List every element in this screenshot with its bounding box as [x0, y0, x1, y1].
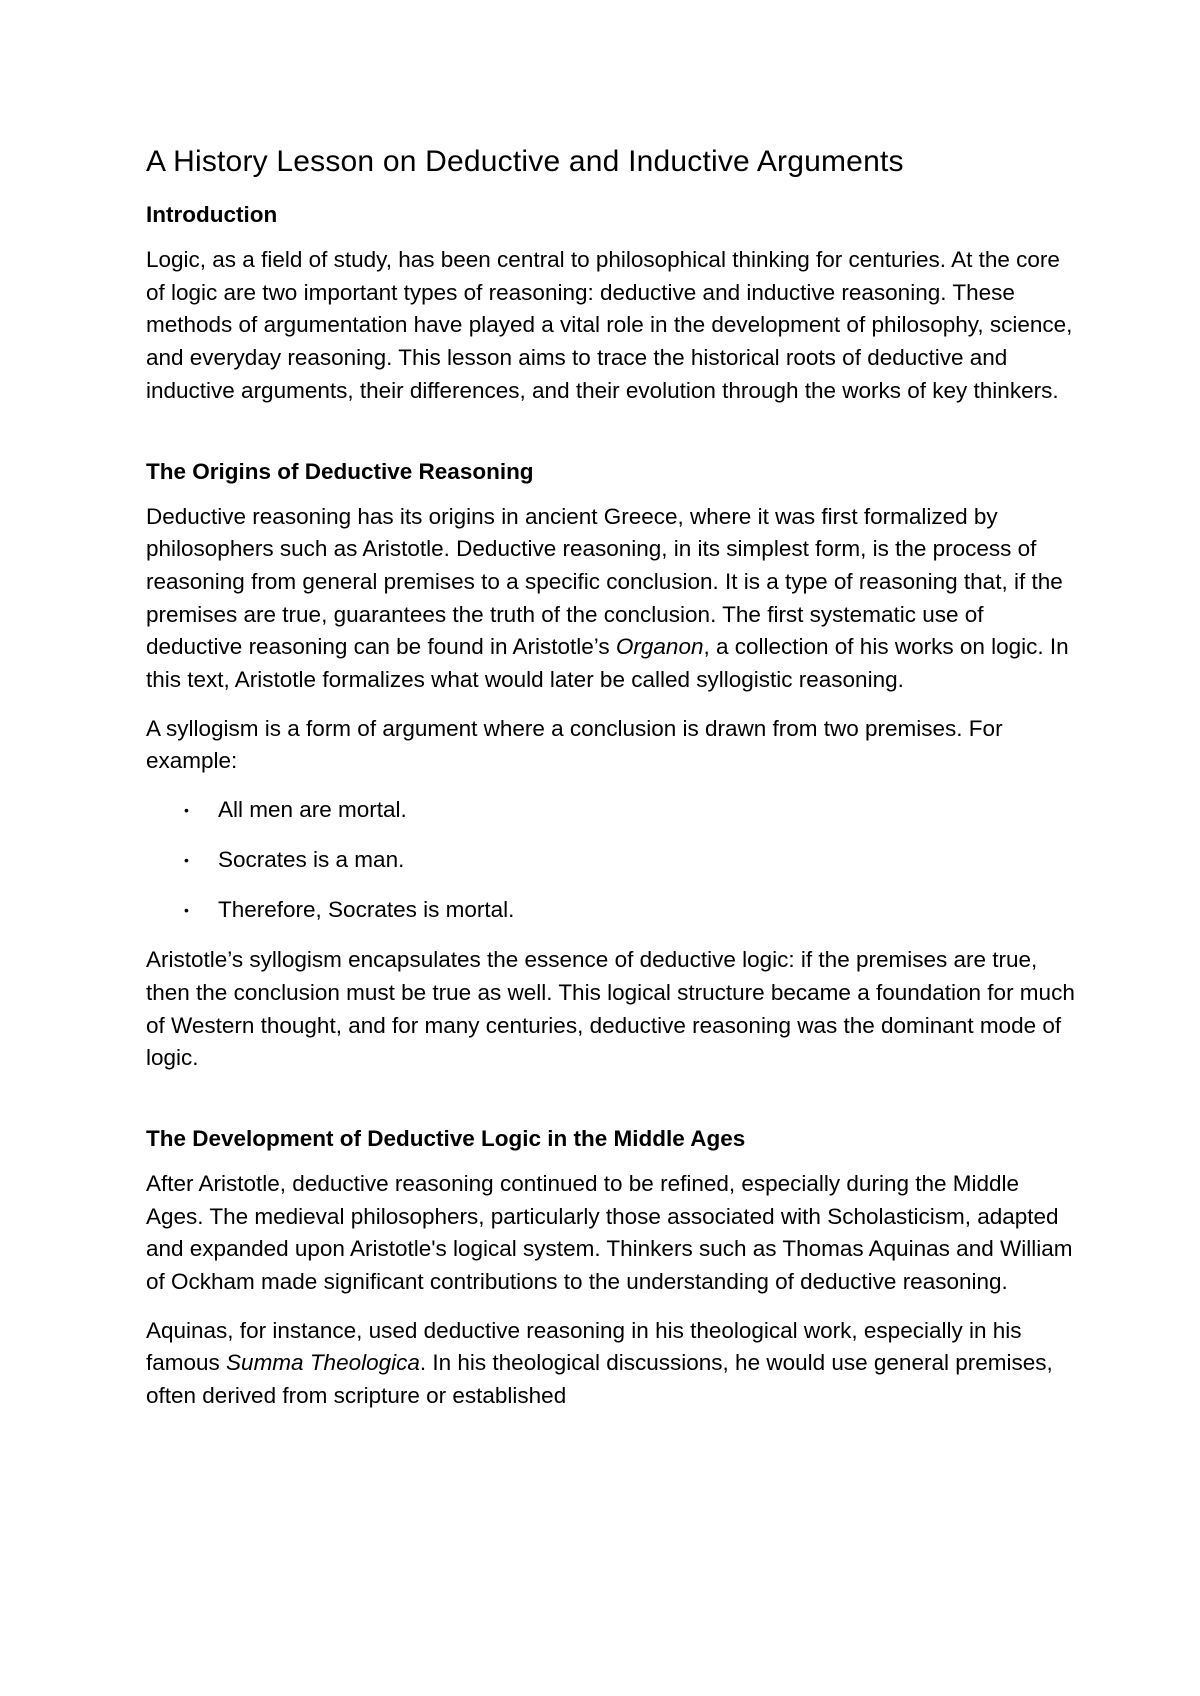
organon-title: Organon: [615, 634, 704, 660]
origins-paragraph-1: [146, 501, 1076, 697]
list-item: [146, 794, 1076, 826]
bullet-icon: •: [184, 852, 189, 869]
origins-p1-text-b: , a collection of his works on logic. In this text, Aristotle formalizes what would later be called syllogistic reasoning.: [146, 634, 1069, 693]
syllogism-list: [146, 794, 1076, 926]
bullet-icon: •: [184, 902, 189, 919]
document-title: A History Lesson on Deductive and Inductive Arguments: [146, 145, 904, 178]
origins-paragraph-2: A syllogism is a form of argument where a conclusion is drawn from two premises. For example:: [146, 715, 1003, 774]
section-heading-origins: The Origins of Deductive Reasoning: [146, 458, 534, 484]
origins-paragraph-3: Aristotle’s syllogism encapsulates the essence of deductive logic: if the premises are true, then the conclusion must be true as well. This logical structure became a foundation for much of Western thought, and for many centuries, deductive reasoning was the dominant mode of logic.: [146, 947, 1075, 1071]
list-item-text: Socrates is a man.: [218, 847, 405, 873]
section-heading-middle-ages: The Development of Deductive Logic in the Middle Ages: [146, 1125, 746, 1151]
list-item-text: All men are mortal.: [218, 797, 407, 823]
middle-ages-p2-text-a: Aquinas, for instance, used deductive reasoning in his theological work, especially in his famous: [146, 1317, 1022, 1376]
intro-paragraph: Logic, as a field of study, has been central to philosophical thinking for centuries. At the core of logic are two important types of reasoning: deductive and inductive reasoning. These methods of argumentation have played a vital role in the development of philosophy, science, and everyday reasoning. This lesson aims to trace the historical roots of deductive and inductive arguments, their differences, and their evolution through the works of key thinkers.: [146, 247, 1073, 403]
middle-ages-paragraph-1: After Aristotle, deductive reasoning continued to be refined, especially during the Middle Ages. The medieval philosophers, particularly those associated with Scholasticism, adapted and expanded upon Aristotle's logical system. Thinkers such as Thomas Aquinas and William of Ockham made significant contributions to the understanding of deductive reasoning.: [146, 1170, 1073, 1295]
section-spacer: [146, 1091, 1076, 1124]
list-item: [146, 894, 1076, 926]
section-heading-introduction: Introduction: [146, 202, 278, 227]
middle-ages-p2-text-b: . In his theological discussions, he would use general premises, often derived from scripture or established: [146, 1350, 1053, 1409]
document-page: [146, 140, 1076, 1429]
summa-title: Summa Theologica: [226, 1350, 420, 1376]
section-spacer: [146, 424, 1076, 457]
list-item-text: Therefore, Socrates is mortal.: [218, 897, 515, 923]
origins-p1-text-a: Deductive reasoning has its origins in ancient Greece, where it was first formalized by philosophers such as Aristotle. Deductive reasoning, in its simplest form, is the process of reasoning from general premises to a specific conclusion. It is a type of reasoning that, if the premises are true, guarantees the truth of the conclusion. The first systematic use of deductive reasoning can be found in Aristotle’s: [146, 503, 1063, 660]
middle-ages-paragraph-2: [146, 1315, 1076, 1413]
list-item: [146, 844, 1076, 876]
bullet-icon: •: [184, 802, 189, 819]
